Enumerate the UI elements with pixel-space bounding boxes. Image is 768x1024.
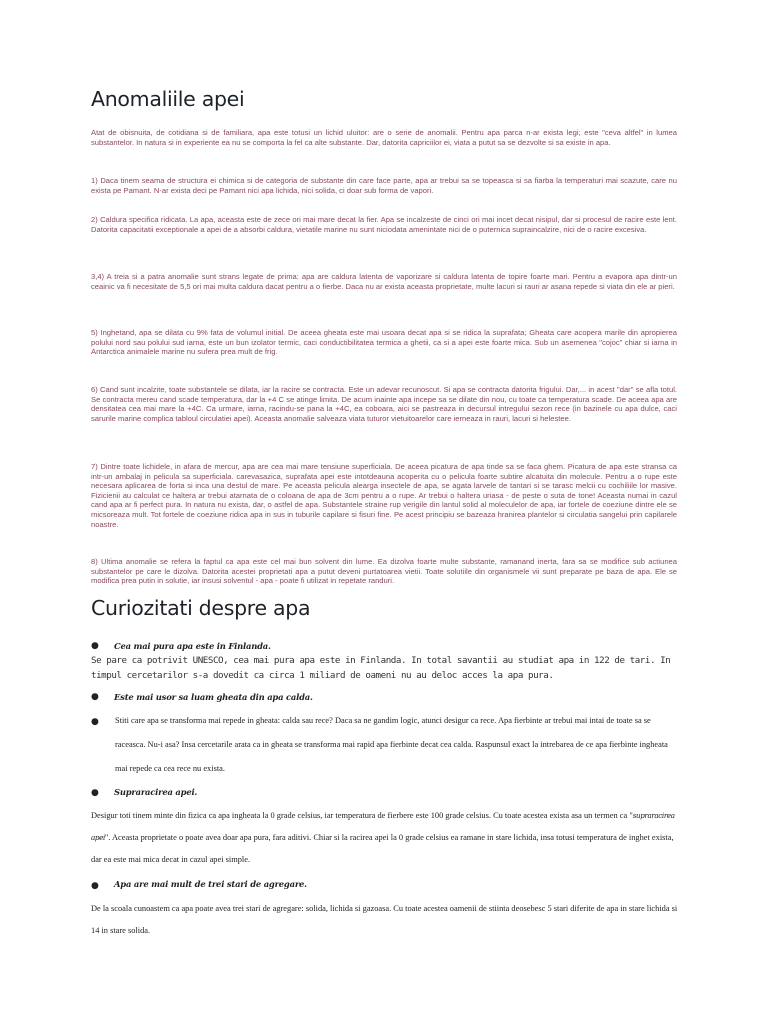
bullet-icon: ● — [91, 692, 99, 702]
paragraph-intro: Atat de obisnuita, de cotidiana si de familiara, apa este totusi un lichid uluitor: are o serie de anomalii. Pentru apa parca n-ar exista legi; este "ceva altfel" in lumea substantelor. In natura si in experiente ea nu se comporta la fel ca alte substante. Dar, datorita capriciilor ei, viata a putut sa se dezvolte si sa existe in apa. — [91, 128, 677, 147]
bullet-icon: ● — [91, 717, 99, 727]
paragraph-anomaly-2: 2) Caldura specifica ridicata. La apa, aceasta este de zece ori mai mare decat la fier. Apa se incalzeste de cinci ori mai incet decat nisipul, dar si procesul de racire este lent. Datorita capacitatii exceptionale a apei de a absorbi caldura, vietatile marine nu sunt niciodata amenintate nici de o puternica supraincalzire, nici de o racire excesiva. — [91, 215, 677, 234]
curiosity-text-gheata: Stiti care apa se transforma mai repede in gheata: calda sau rece? Daca sa ne gandim logic, atunci desigur ca rece. Apa fierbinte ar trebui mai intai de toate sa se raceasca. Nu-i asa? Insa cercetarile arata ca in gheata se transforma mai rapid apa fierbinte decat cea calda. Raspunsul exact la intrebarea de ce apa fierbinte ingheata mai repede ca cea rece nu exista. — [115, 716, 668, 773]
curiosity-heading-stari: Apa are mai mult de trei stari de agregare. — [114, 879, 307, 889]
curiosity-heading-finlanda: Cea mai pura apa este in Finlanda. — [114, 641, 271, 651]
curiosity-text-supraracire-part2: ". Aceasta proprietate o poate avea doar apa pura, fara aditivi. Chiar si la racirea apei la 0 grade celsius ea ramane in stare lichida, insa totusi temperatura de inghet exista, dar ea este mai mica decat in cazul apei simple. — [91, 833, 674, 864]
paragraph-anomaly-5: 5) Inghetand, apa se dilata cu 9% fata de volumul initial. De aceea gheata este mai usoara decat apa si se ridica la suprafata; Gheata care acopera marile din apropierea polului nord sau polului sud iarna, este un bun izolator termic, caci conductibilitatea termica a ghetii, ca si a apei este foarte mica. Sub un asemenea "cojoc" chiar si iarna in Antarctica animalele marine nu sufera prea mult de frig. — [91, 328, 677, 357]
curiosity-heading-gheata: Este mai usor sa luam gheata din apa calda. — [114, 692, 313, 702]
section-title-anomalii: Anomaliile apei — [91, 87, 245, 111]
curiosity-text-stari: De la scoala cunoastem ca apa poate avea trei stari de agregare: solida, lichida si gazoasa. Cu toate acestea oamenii de stiinta deosebesc 5 stari diferite de apa in stare lichida si 14 in stare solida. — [91, 904, 678, 935]
bullet-icon: ● — [91, 881, 99, 891]
bullet-icon: ● — [91, 641, 99, 651]
bullet-icon: ● — [91, 788, 99, 798]
curiosity-text-supraracire-part1: Desigur toti tinem minte din fizica ca apa ingheata la 0 grade celsius, iar temperatura de fierbere este 100 grade celsius. Cu toate acestea exista asa un termen ca " — [91, 811, 633, 820]
curiosity-heading-supraracire: Supraracirea apei. — [114, 787, 198, 797]
term-supraracirea-apei: supraracirea apei — [91, 811, 675, 842]
paragraph-anomaly-6: 6) Cand sunt incalzite, toate substantele se dilata, iar la racire se contracta. Este un adevar recunoscut. Si apa se contracta datorita frigului. Dar,... in acest "dar" se afla totul. Se contracta mereu cand scade temperatura, dar la +4 C se atinge limita. De acum inainte apa incepe sa se dilate din nou, cu toate ca temperatura scade. De aceea apa are densitatea cea mai mare la +4C. Ca urmare, iarna, racindu-se pana la +4C, ea coboara, aici se pastreaza in decursul intregului sezon rece (in bazinele cu apa dulce, caci sarurile marine complica tabloul circulatiei apei). Aceasta anomalie salveaza viata tuturor vietuitoarelor care ierneaza in rauri, lacuri si helestee. — [91, 385, 677, 423]
curiosity-text-supraracire — [91, 805, 681, 871]
paragraph-anomaly-1: 1) Daca tinem seama de structura ei chimica si de categoria de substante din care face parte, apa ar trebui sa se topeasca si sa fiarba la temperaturi mai scazute, care nu exista pe Pamant. N-ar exista deci pe Pamant nici apa lichida, nici solida, ci doar sub forma de vapori. — [91, 176, 677, 195]
paragraph-anomaly-8: 8) Ultima anomalie se refera la faptul ca apa este cel mai bun solvent din lume. Ea dizolva foarte multe substante, ramanand inerta, fara sa se modifice sub actiunea substantelor pe care le dizolva. Datorita acestei proprietati apa a putut deveni purtatoarea vietii. Toate solutiile din organismele vii sunt preparate pe baza de apa. Ele se modifica prea putin in solutie, iar insusi solventul - apa - poate fi utilizat in repetate randuri. — [91, 557, 677, 586]
curiosity-text-finlanda: Se pare ca potrivit UNESCO, cea mai pura apa este in Finlanda. In total savantii au studiat apa in 122 de tari. In timpul cercetarilor s-a dovedit ca circa 1 miliard de oameni nu au deloc acces la apa pura. — [91, 655, 671, 681]
paragraph-anomaly-3-4: 3,4) A treia si a patra anomalie sunt strans legate de prima: apa are caldura latenta de vaporizare si caldura latenta de topire foarte mari. Pentru a evapora apa dintr-un ceainic va fi necesitate de 5,5 ori mai multa caldura dacat pentru a o fierbe. Daca nu ar exista aceasta proprietate, multe lacuri si rauri ar asana repede si viata din ele ar pieri. — [91, 272, 677, 291]
paragraph-anomaly-7: 7) Dintre toate lichidele, in afara de mercur, apa are cea mai mare tensiune superficiala. De aceea picatura de apa tinde sa se faca ghem. Picatura de apa este stransa ca intr-un ambalaj in pelicula sa superficiala. carevasazica, suprafata apei este intotdeauna acoperita cu o pelicula foarte subtire alcatuita din molecule. Pentru a o rupe este necesara aplicarea de forta si inca una destul de mare. Pe aceasta pelicula alearga insectele de apa, se agata larvele de tantari si se tarasc melcii cu cochiliile lor masive. Fizicienii au calculat ce haltera ar trebui atarnata de o coloana de apa de 3cm pentru a o rupe. Ar trebui o haltera uriasa - de peste o suta de tone! Aceasta numai in cazul cand apa ar fi perfect pura. In natura nu exista, dar, o astfel de apa. Substantele straine rup verigile din lantul solid al moleculelor de apa, iar fortele de coeziune dintre ele se micsoreaza mult. Tot fortele de coeziune ridica apa in sus in tuburile capilare si fisuri fine. Pe acest principiu se bazeaza hranirea plantelor si circulatia sangelui prin capilarele noastre. — [91, 462, 677, 529]
section-title-curiozitati: Curiozitati despre apa — [91, 596, 311, 620]
